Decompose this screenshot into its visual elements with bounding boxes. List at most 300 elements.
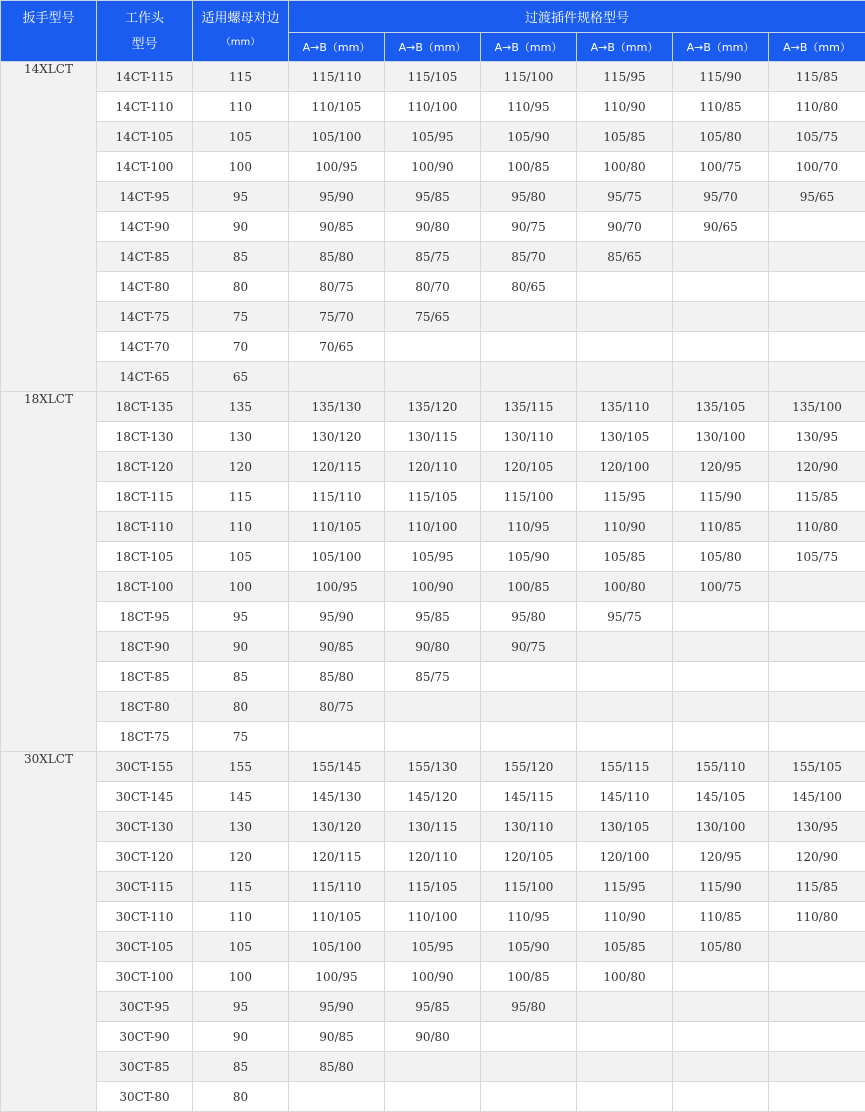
head-model-cell: 14CT-105	[97, 122, 193, 152]
adapter-spec-cell	[481, 662, 577, 692]
adapter-spec-cell: 100/90	[385, 962, 481, 992]
table-header	[1, 1, 865, 62]
adapter-spec-cell: 110/90	[577, 92, 673, 122]
adapter-spec-cell	[577, 302, 673, 332]
nut-size-cell: 90	[193, 1022, 289, 1052]
adapter-spec-cell	[769, 1052, 865, 1082]
adapter-spec-cell: 110/95	[481, 92, 577, 122]
nut-size-cell: 75	[193, 302, 289, 332]
adapter-spec-cell: 130/110	[481, 812, 577, 842]
adapter-spec-cell: 95/80	[481, 992, 577, 1022]
table-row	[1, 902, 865, 932]
adapter-spec-cell: 155/120	[481, 752, 577, 782]
nut-size-cell: 80	[193, 692, 289, 722]
head-model-cell: 18CT-105	[97, 542, 193, 572]
adapter-spec-cell: 100/95	[289, 152, 385, 182]
adapter-spec-cell: 90/80	[385, 212, 481, 242]
adapter-spec-cell: 95/85	[385, 182, 481, 212]
adapter-spec-cell: 120/100	[577, 452, 673, 482]
nut-size-cell: 100	[193, 152, 289, 182]
head-model-cell: 30CT-145	[97, 782, 193, 812]
adapter-spec-cell: 90/65	[673, 212, 769, 242]
head-model-cell: 18CT-100	[97, 572, 193, 602]
nut-size-cell: 105	[193, 542, 289, 572]
adapter-spec-cell: 130/105	[577, 422, 673, 452]
adapter-spec-cell: 135/100	[769, 392, 865, 422]
nut-size-cell: 105	[193, 932, 289, 962]
nut-size-cell: 80	[193, 1082, 289, 1112]
head-model-cell: 14CT-70	[97, 332, 193, 362]
head-model-cell: 18CT-130	[97, 422, 193, 452]
header-ab-5: A→B（mm）	[673, 33, 769, 62]
adapter-spec-cell: 115/105	[385, 62, 481, 92]
adapter-spec-cell: 130/110	[481, 422, 577, 452]
adapter-spec-cell: 105/90	[481, 122, 577, 152]
adapter-spec-cell: 120/95	[673, 452, 769, 482]
adapter-spec-cell: 115/110	[289, 872, 385, 902]
header-nut-size-line1: 适用螺母对边	[201, 11, 280, 26]
table-row	[1, 302, 865, 332]
nut-size-cell: 110	[193, 92, 289, 122]
adapter-spec-cell	[673, 272, 769, 302]
nut-size-cell: 115	[193, 62, 289, 92]
adapter-spec-cell: 145/110	[577, 782, 673, 812]
table-row	[1, 842, 865, 872]
adapter-spec-cell: 105/85	[577, 542, 673, 572]
adapter-spec-cell	[673, 1052, 769, 1082]
table-row	[1, 122, 865, 152]
adapter-spec-cell: 110/90	[577, 902, 673, 932]
adapter-spec-cell: 110/80	[769, 92, 865, 122]
adapter-spec-cell: 115/90	[673, 62, 769, 92]
adapter-spec-cell: 85/70	[481, 242, 577, 272]
adapter-spec-cell: 75/70	[289, 302, 385, 332]
head-model-cell: 14CT-95	[97, 182, 193, 212]
head-model-cell: 14CT-90	[97, 212, 193, 242]
adapter-spec-cell	[769, 962, 865, 992]
adapter-spec-cell: 130/105	[577, 812, 673, 842]
adapter-spec-cell: 95/65	[769, 182, 865, 212]
adapter-spec-cell: 95/90	[289, 992, 385, 1022]
adapter-spec-cell	[577, 692, 673, 722]
adapter-spec-cell: 105/100	[289, 542, 385, 572]
adapter-spec-cell: 105/80	[673, 542, 769, 572]
adapter-spec-cell: 155/130	[385, 752, 481, 782]
adapter-spec-cell: 100/75	[673, 152, 769, 182]
adapter-spec-cell: 105/100	[289, 122, 385, 152]
adapter-spec-cell: 105/85	[577, 122, 673, 152]
adapter-spec-cell: 115/85	[769, 482, 865, 512]
head-model-cell: 14CT-75	[97, 302, 193, 332]
adapter-spec-cell: 120/90	[769, 452, 865, 482]
adapter-spec-cell: 115/85	[769, 62, 865, 92]
head-model-cell: 30CT-155	[97, 752, 193, 782]
head-model-cell: 18CT-85	[97, 662, 193, 692]
adapter-spec-cell	[577, 362, 673, 392]
table-row	[1, 692, 865, 722]
adapter-spec-cell: 130/120	[289, 422, 385, 452]
adapter-spec-cell	[769, 632, 865, 662]
nut-size-cell: 120	[193, 452, 289, 482]
adapter-spec-cell	[769, 932, 865, 962]
adapter-spec-cell	[769, 1082, 865, 1112]
adapter-spec-cell	[385, 692, 481, 722]
adapter-spec-cell: 110/85	[673, 902, 769, 932]
adapter-spec-cell	[769, 1022, 865, 1052]
adapter-spec-cell: 135/115	[481, 392, 577, 422]
head-model-cell: 30CT-110	[97, 902, 193, 932]
adapter-spec-cell	[289, 1082, 385, 1112]
header-ab-4: A→B（mm）	[577, 33, 673, 62]
adapter-spec-cell: 95/75	[577, 602, 673, 632]
adapter-spec-cell: 105/100	[289, 932, 385, 962]
adapter-spec-cell	[769, 992, 865, 1022]
adapter-spec-cell: 105/75	[769, 542, 865, 572]
adapter-spec-cell: 130/120	[289, 812, 385, 842]
adapter-spec-cell	[577, 332, 673, 362]
table-row	[1, 752, 865, 782]
nut-size-cell: 115	[193, 482, 289, 512]
adapter-spec-cell	[577, 1082, 673, 1112]
adapter-spec-cell: 130/100	[673, 422, 769, 452]
adapter-spec-cell: 95/85	[385, 602, 481, 632]
nut-size-cell: 155	[193, 752, 289, 782]
adapter-spec-cell	[673, 242, 769, 272]
table-row	[1, 1082, 865, 1112]
adapter-spec-cell: 90/75	[481, 212, 577, 242]
adapter-spec-cell	[769, 242, 865, 272]
adapter-spec-cell: 145/130	[289, 782, 385, 812]
nut-size-cell: 110	[193, 902, 289, 932]
table-row	[1, 992, 865, 1022]
adapter-spec-cell: 135/130	[289, 392, 385, 422]
adapter-spec-cell: 155/115	[577, 752, 673, 782]
adapter-spec-cell: 100/95	[289, 572, 385, 602]
adapter-spec-cell: 115/95	[577, 482, 673, 512]
header-head-model-line1: 工作头	[124, 11, 164, 26]
adapter-spec-cell	[673, 692, 769, 722]
adapter-spec-cell: 85/80	[289, 662, 385, 692]
adapter-spec-cell: 90/80	[385, 1022, 481, 1052]
table-row	[1, 602, 865, 632]
head-model-cell: 30CT-95	[97, 992, 193, 1022]
adapter-spec-cell: 130/95	[769, 812, 865, 842]
adapter-spec-cell: 100/75	[673, 572, 769, 602]
nut-size-cell: 100	[193, 572, 289, 602]
adapter-spec-cell	[673, 602, 769, 632]
adapter-spec-cell: 120/100	[577, 842, 673, 872]
adapter-spec-cell: 110/80	[769, 512, 865, 542]
adapter-spec-cell: 105/85	[577, 932, 673, 962]
nut-size-cell: 110	[193, 512, 289, 542]
adapter-spec-cell	[673, 722, 769, 752]
adapter-spec-cell: 115/90	[673, 872, 769, 902]
head-model-cell: 18CT-90	[97, 632, 193, 662]
adapter-spec-cell: 110/100	[385, 92, 481, 122]
adapter-spec-cell: 145/120	[385, 782, 481, 812]
adapter-spec-cell: 120/105	[481, 452, 577, 482]
adapter-spec-cell: 100/80	[577, 572, 673, 602]
adapter-spec-cell: 90/85	[289, 632, 385, 662]
header-adapter-spec	[289, 1, 865, 33]
adapter-spec-cell: 105/75	[769, 122, 865, 152]
table-row	[1, 362, 865, 392]
adapter-spec-cell: 130/95	[769, 422, 865, 452]
nut-size-cell: 90	[193, 632, 289, 662]
adapter-spec-cell	[673, 332, 769, 362]
table-row	[1, 482, 865, 512]
adapter-spec-cell: 100/90	[385, 152, 481, 182]
header-head-model	[97, 1, 193, 62]
head-model-cell: 18CT-135	[97, 392, 193, 422]
adapter-spec-cell: 130/115	[385, 422, 481, 452]
adapter-spec-cell	[673, 362, 769, 392]
adapter-spec-cell: 90/80	[385, 632, 481, 662]
adapter-spec-cell: 120/105	[481, 842, 577, 872]
adapter-spec-cell: 110/95	[481, 512, 577, 542]
adapter-spec-cell	[577, 1022, 673, 1052]
nut-size-cell: 105	[193, 122, 289, 152]
adapter-spec-cell: 120/115	[289, 452, 385, 482]
adapter-spec-cell	[769, 332, 865, 362]
head-model-cell: 14CT-80	[97, 272, 193, 302]
adapter-spec-cell: 75/65	[385, 302, 481, 332]
adapter-spec-cell: 100/90	[385, 572, 481, 602]
adapter-spec-cell: 115/105	[385, 872, 481, 902]
adapter-spec-cell	[769, 272, 865, 302]
nut-size-cell: 95	[193, 992, 289, 1022]
adapter-spec-cell: 110/100	[385, 902, 481, 932]
table-row	[1, 782, 865, 812]
adapter-spec-cell: 120/110	[385, 842, 481, 872]
adapter-spec-cell: 105/90	[481, 542, 577, 572]
adapter-spec-cell: 90/85	[289, 1022, 385, 1052]
adapter-spec-cell: 135/110	[577, 392, 673, 422]
nut-size-cell: 90	[193, 212, 289, 242]
header-ab-6: A→B（mm）	[769, 33, 865, 62]
head-model-cell: 14CT-65	[97, 362, 193, 392]
adapter-spec-cell: 95/90	[289, 602, 385, 632]
head-model-cell: 18CT-75	[97, 722, 193, 752]
table-row	[1, 512, 865, 542]
header-nut-size-unit: （mm）	[220, 37, 261, 48]
adapter-spec-cell	[481, 1052, 577, 1082]
table-row	[1, 242, 865, 272]
header-ab-3: A→B（mm）	[481, 33, 577, 62]
adapter-spec-cell: 85/65	[577, 242, 673, 272]
adapter-spec-cell	[577, 662, 673, 692]
nut-size-cell: 80	[193, 272, 289, 302]
head-model-cell: 14CT-100	[97, 152, 193, 182]
head-model-cell: 30CT-130	[97, 812, 193, 842]
adapter-spec-cell: 120/95	[673, 842, 769, 872]
adapter-spec-cell: 100/80	[577, 962, 673, 992]
table-row	[1, 1022, 865, 1052]
adapter-spec-cell: 85/80	[289, 242, 385, 272]
adapter-spec-cell	[481, 362, 577, 392]
head-model-cell: 30CT-120	[97, 842, 193, 872]
nut-size-cell: 65	[193, 362, 289, 392]
table-row	[1, 542, 865, 572]
nut-size-cell: 135	[193, 392, 289, 422]
head-model-cell: 30CT-105	[97, 932, 193, 962]
adapter-spec-cell: 110/100	[385, 512, 481, 542]
nut-size-cell: 130	[193, 422, 289, 452]
adapter-spec-cell	[481, 1022, 577, 1052]
adapter-spec-cell: 115/85	[769, 872, 865, 902]
table-row	[1, 212, 865, 242]
adapter-spec-cell	[385, 362, 481, 392]
adapter-spec-cell: 95/85	[385, 992, 481, 1022]
nut-size-cell: 95	[193, 602, 289, 632]
adapter-spec-cell: 135/105	[673, 392, 769, 422]
table-row	[1, 932, 865, 962]
adapter-spec-cell: 100/70	[769, 152, 865, 182]
adapter-spec-cell: 105/95	[385, 542, 481, 572]
adapter-spec-cell	[577, 632, 673, 662]
adapter-spec-cell: 120/115	[289, 842, 385, 872]
nut-size-cell: 85	[193, 662, 289, 692]
nut-size-cell: 145	[193, 782, 289, 812]
header-wrench-model	[1, 1, 97, 62]
table-row	[1, 152, 865, 182]
adapter-spec-cell	[769, 692, 865, 722]
adapter-spec-cell	[481, 722, 577, 752]
head-model-cell: 18CT-120	[97, 452, 193, 482]
adapter-spec-cell: 95/90	[289, 182, 385, 212]
adapter-spec-cell	[673, 1082, 769, 1112]
head-model-cell: 14CT-115	[97, 62, 193, 92]
table-row	[1, 92, 865, 122]
adapter-spec-cell: 85/75	[385, 242, 481, 272]
adapter-spec-cell: 100/85	[481, 962, 577, 992]
adapter-spec-cell	[385, 1082, 481, 1112]
header-head-model-line2: 型号	[131, 37, 158, 52]
adapter-spec-cell	[481, 302, 577, 332]
adapter-spec-cell	[673, 632, 769, 662]
table-row	[1, 662, 865, 692]
table-row	[1, 392, 865, 422]
adapter-spec-cell	[673, 302, 769, 332]
table-row	[1, 572, 865, 602]
head-model-cell: 14CT-110	[97, 92, 193, 122]
adapter-spec-cell: 105/95	[385, 122, 481, 152]
adapter-spec-cell: 95/75	[577, 182, 673, 212]
adapter-spec-cell: 105/80	[673, 122, 769, 152]
adapter-spec-cell	[289, 722, 385, 752]
adapter-spec-cell	[769, 722, 865, 752]
adapter-spec-cell	[769, 302, 865, 332]
adapter-spec-cell: 145/115	[481, 782, 577, 812]
adapter-spec-cell	[481, 332, 577, 362]
adapter-spec-cell: 155/105	[769, 752, 865, 782]
adapter-spec-cell: 100/80	[577, 152, 673, 182]
nut-size-cell: 100	[193, 962, 289, 992]
head-model-cell: 30CT-115	[97, 872, 193, 902]
table-row	[1, 422, 865, 452]
adapter-spec-cell: 130/100	[673, 812, 769, 842]
adapter-spec-cell	[481, 692, 577, 722]
adapter-spec-cell: 135/120	[385, 392, 481, 422]
table-row	[1, 1052, 865, 1082]
adapter-spec-cell: 155/110	[673, 752, 769, 782]
adapter-spec-cell	[481, 1082, 577, 1112]
adapter-spec-cell: 100/85	[481, 152, 577, 182]
adapter-spec-cell: 100/85	[481, 572, 577, 602]
table-row	[1, 812, 865, 842]
wrench-model-cell: 30XLCT	[1, 752, 97, 1112]
head-model-cell: 14CT-85	[97, 242, 193, 272]
adapter-spec-cell	[385, 332, 481, 362]
adapter-spec-cell: 115/110	[289, 482, 385, 512]
adapter-spec-cell: 115/105	[385, 482, 481, 512]
table-row	[1, 872, 865, 902]
adapter-spec-cell: 115/90	[673, 482, 769, 512]
adapter-spec-cell: 120/90	[769, 842, 865, 872]
adapter-spec-cell: 110/90	[577, 512, 673, 542]
adapter-spec-cell: 115/100	[481, 872, 577, 902]
head-model-cell: 18CT-110	[97, 512, 193, 542]
adapter-spec-cell: 105/90	[481, 932, 577, 962]
adapter-spec-cell: 100/95	[289, 962, 385, 992]
adapter-spec-cell	[577, 992, 673, 1022]
nut-size-cell: 85	[193, 242, 289, 272]
adapter-spec-cell: 80/70	[385, 272, 481, 302]
head-model-cell: 30CT-85	[97, 1052, 193, 1082]
adapter-spec-cell: 115/95	[577, 62, 673, 92]
adapter-spec-cell	[577, 722, 673, 752]
nut-size-cell: 120	[193, 842, 289, 872]
table-row	[1, 962, 865, 992]
adapter-spec-cell	[289, 362, 385, 392]
adapter-spec-cell	[769, 212, 865, 242]
adapter-spec-cell: 115/100	[481, 482, 577, 512]
adapter-spec-cell: 90/75	[481, 632, 577, 662]
adapter-spec-cell: 95/80	[481, 182, 577, 212]
header-ab-1: A→B（mm）	[289, 33, 385, 62]
header-ab-2: A→B（mm）	[385, 33, 481, 62]
adapter-spec-cell	[577, 272, 673, 302]
adapter-spec-cell: 110/105	[289, 92, 385, 122]
table-row	[1, 332, 865, 362]
adapter-spec-cell: 115/100	[481, 62, 577, 92]
adapter-spec-cell: 115/95	[577, 872, 673, 902]
wrench-model-cell: 14XLCT	[1, 62, 97, 392]
adapter-spec-cell: 80/75	[289, 272, 385, 302]
table-row	[1, 452, 865, 482]
wrench-model-cell: 18XLCT	[1, 392, 97, 752]
adapter-spec-cell: 115/110	[289, 62, 385, 92]
adapter-spec-cell: 105/80	[673, 932, 769, 962]
head-model-cell: 30CT-90	[97, 1022, 193, 1052]
adapter-spec-cell: 105/95	[385, 932, 481, 962]
table-row	[1, 62, 865, 92]
adapter-spec-cell	[769, 662, 865, 692]
adapter-spec-cell: 110/95	[481, 902, 577, 932]
adapter-spec-cell: 145/105	[673, 782, 769, 812]
adapter-spec-cell: 110/85	[673, 512, 769, 542]
adapter-spec-cell: 120/110	[385, 452, 481, 482]
nut-size-cell: 75	[193, 722, 289, 752]
adapter-spec-cell: 110/105	[289, 902, 385, 932]
header-adapter-spec-label: 过渡插件规格型号	[525, 11, 630, 26]
head-model-cell: 18CT-80	[97, 692, 193, 722]
header-wrench-model-label: 扳手型号	[22, 11, 75, 26]
header-nut-size	[193, 1, 289, 62]
adapter-spec-cell	[769, 602, 865, 632]
table-body	[1, 62, 865, 1112]
nut-size-cell: 95	[193, 182, 289, 212]
